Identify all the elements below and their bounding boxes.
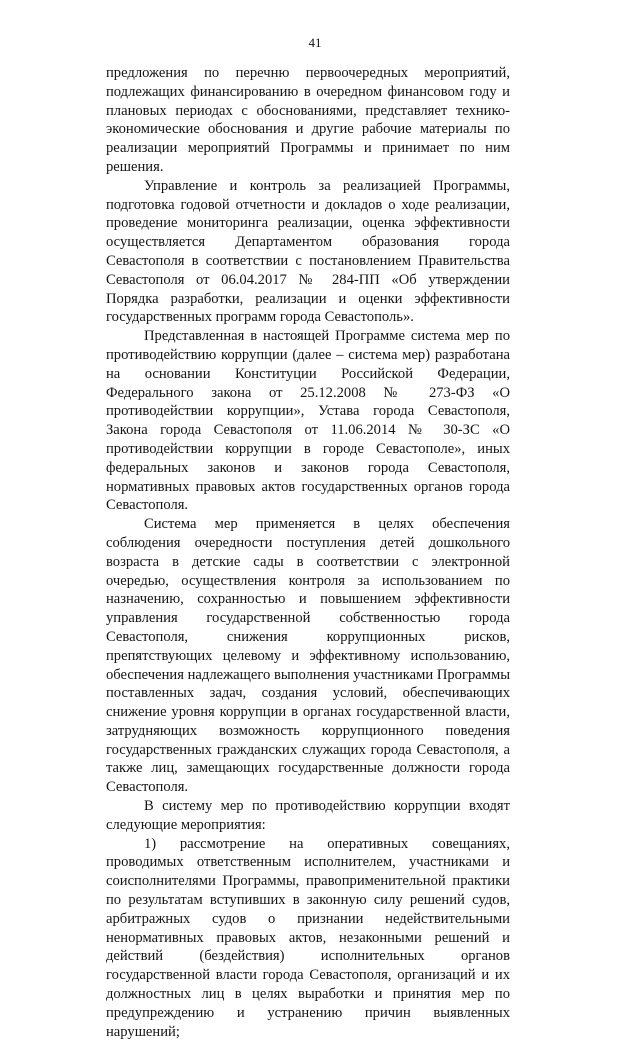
document-body <box>106 64 510 1041</box>
paragraph-3: Представленная в настоящей Программе система мер по противодействию коррупции (далее – система мер) разработана на основании Конституции Российской Федерации, Федерального закона от 25.12.2008 № 273-ФЗ «О противодействии коррупции», Устава города Севастополя, Закона города Севастополя от 11.06.2014 № 30-ЗС «О противодействии коррупции в городе Севастополе», иных федеральных законов и законов города Севастополя, нормативных правовых актов государственных органов города Севастополя. <box>106 328 510 514</box>
paragraph-6: 1) рассмотрение на оперативных совещаниях, проводимых ответственным исполнителем, участниками и соисполнителями Программы, правоприменительной практики по результатам вступивших в законную силу решений судов, арбитражных судов о признании недействительными ненормативных правовых актов, незаконными решений и действий (бездействия) исполнительных органов государственной власти города Севастополя, организаций и их должностных лиц в целях выработки и принятия мер по предупреждению и устранению причин выявленных нарушений; <box>106 835 510 1040</box>
page-number: 41 <box>308 35 322 50</box>
paragraph-4: Система мер применяется в целях обеспечения соблюдения очередности поступления детей дошкольного возраста в детские сады в соответствии с электронной очередью, осуществления контроля за использованием по назначению, сохранностью и повышением эффективности управления государственной собственностью города Севастополя, снижения коррупционных рисков, препятствующих целевому и эффективному использованию, обеспечения надлежащего выполнения участниками Программы поставленных задач, создания условий, обеспечивающих снижение уровня коррупции в органах государственной власти, затрудняющих возможность коррупционного поведения государственных гражданских служащих города Севастополя, а также лиц, замещающих государственные должности города Севастополя. <box>106 516 510 796</box>
paragraph-5: В систему мер по противодействию коррупции входят следующие мероприятия: <box>106 798 510 833</box>
paragraph-1: предложения по перечню первоочередных мероприятий, подлежащих финансированию в очередном финансовом году и плановых периодах с обоснованиями, представляет технико-экономические обоснования и другие рабочие материалы по реализации мероприятий Программы и принимает по ним решения. <box>106 65 510 175</box>
paragraph-2: Управление и контроль за реализацией Программы, подготовка годовой отчетности и докладов о ходе реализации, проведение мониторинга реализации, оценка эффективности осуществляется Департаментом образования города Севастополя в соответствии с постановлением Правительства Севастополя от 06.04.2017 № 284-ПП «Об утверждении Порядка разработки, реализации и оценки эффективности государственных программ города Севастополь». <box>106 177 510 326</box>
